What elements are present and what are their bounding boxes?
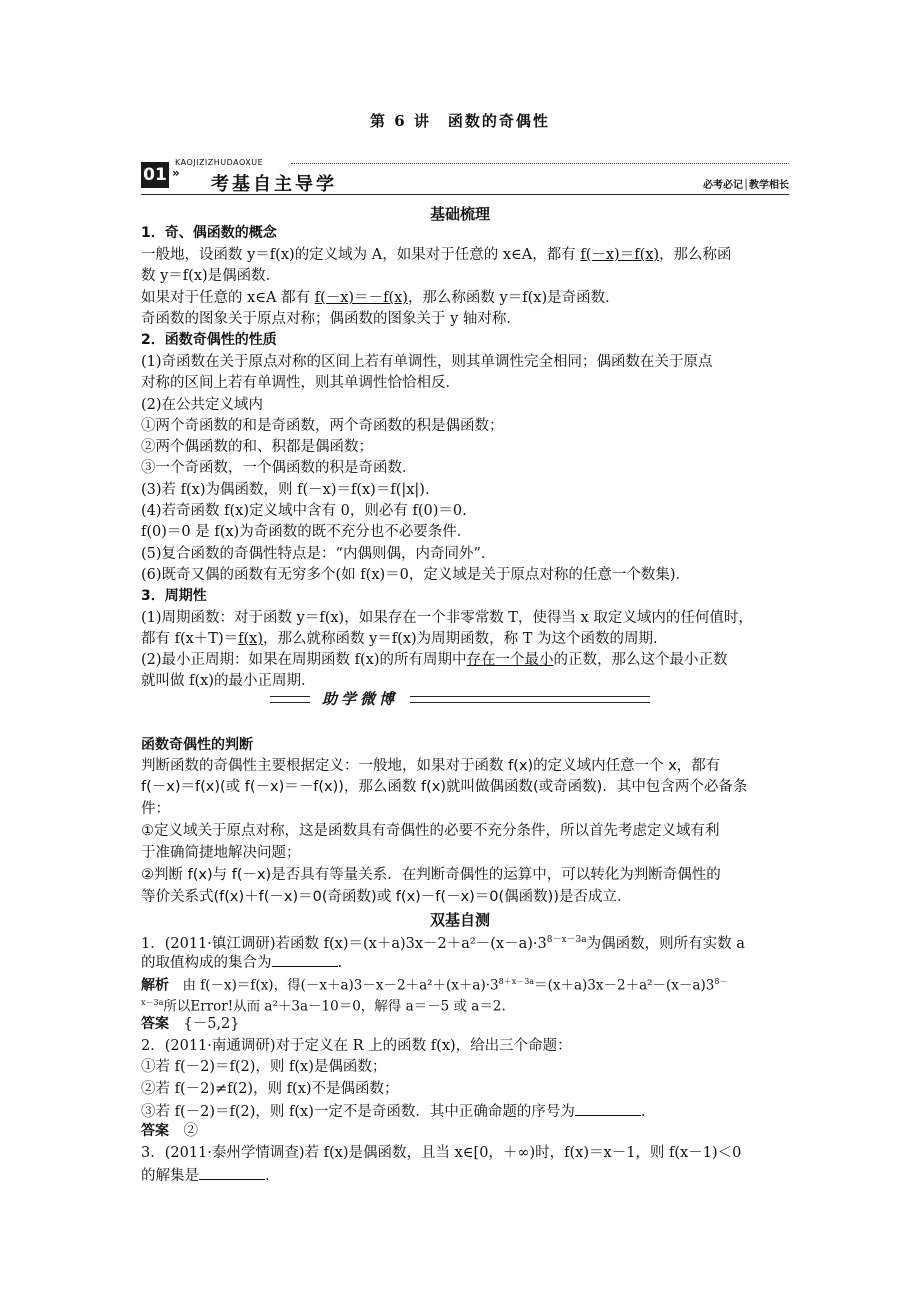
q1-text: 为偶函数，则所有实数 a — [586, 935, 745, 952]
weibo-line: 件： — [141, 801, 170, 817]
s3-text: ，那么就称函数 y＝f(x)为周期函数，称 T 为这个函数的周期． — [263, 631, 668, 647]
s2-line: f(0)＝0 是 f(x)为奇函数的既不充分也不必要条件． — [141, 524, 472, 540]
s3-text: 都有 f(x＋T)＝ — [141, 631, 239, 647]
q2-answer — [141, 1122, 791, 1140]
s1-text: ，那么称函 — [659, 247, 732, 263]
test-heading: 双基自测 — [429, 911, 490, 929]
q3-text: 的解集是 — [141, 1168, 199, 1184]
s3-line-2 — [141, 630, 791, 648]
q2-answer-value: ② — [183, 1123, 198, 1139]
q1-exponent: 8－x－3a — [546, 935, 587, 945]
s2-line: ②两个偶函数的和、积都是偶函数； — [141, 439, 373, 455]
q1-solution-text: 所以Error!从而 a²＋3a－10＝0，解得 a＝－5 或 a＝2. — [163, 998, 506, 1015]
section-number-badge: 01 — [141, 162, 169, 188]
q1-answer-value: {－5,2} — [183, 1016, 240, 1032]
q1-solution-text: ＝(x＋a)3x－2＋a²－(x－a)3 — [534, 977, 715, 994]
banner-title: 考基自主导学 — [211, 174, 337, 195]
divider-line — [270, 696, 310, 703]
weibo-heading: 函数奇偶性的判断 — [141, 737, 253, 753]
s2-line: ③一个奇函数，一个偶函数的积是奇函数． — [141, 460, 417, 476]
weibo-line: f(－x)＝f(x)(或 f(－x)＝－f(x))，那么函数 f(x)就叫做偶函数(或奇函数)．其中包含两个必备条 — [141, 779, 748, 795]
s3-line: 就叫做 f(x)的最小正周期． — [141, 673, 316, 689]
divider-label: 助学微博 — [321, 690, 398, 708]
q2-option-3: ③若 f(－2)＝f(2)，则 f(x)一定不是奇函数．其中正确命题的序号为 . — [141, 1101, 791, 1121]
page-title: 第 6 讲 函数的奇偶性 — [370, 112, 550, 130]
q3-answer-blank — [199, 1165, 265, 1180]
basics-heading: 基础梳理 — [429, 205, 490, 223]
s3-line-3 — [141, 651, 791, 669]
s2-heading: 2．函数奇偶性的性质 — [141, 332, 277, 348]
s2-line: (4)若奇函数 f(x)定义域中含有 0，则必有 f(0)＝0. — [141, 503, 467, 519]
s3-line: (1)周期函数：对于函数 y＝f(x)，如果存在一个非零常数 T，使得当 x 取定义域内的任何值时， — [141, 610, 753, 626]
s1-text: ，那么称函数 y＝f(x)是奇函数． — [407, 290, 620, 306]
s2-line: (5)复合函数的奇偶性特点是：“内偶则偶，内奇同外”． — [141, 546, 496, 562]
answer-label: 答案 — [141, 1123, 169, 1139]
s2-line: ①两个奇函数的和是奇函数，两个奇函数的积是偶函数； — [141, 418, 504, 434]
s1-text: 一般地，设函数 y＝f(x)的定义域为 A，如果对于任意的 x∈A，都有 — [141, 247, 581, 263]
divider-line — [410, 696, 650, 703]
q2-stem: 2．(2011·南通调研)对于定义在 R 上的函数 f(x)，给出三个命题： — [141, 1038, 572, 1054]
q2-option: ①若 f(－2)＝f(2)，则 f(x)是偶函数； — [141, 1059, 387, 1075]
s1-line-4: 奇函数的图象关于原点对称；偶函数的图象关于 y 轴对称． — [141, 311, 521, 327]
chevron-icon: » — [172, 166, 180, 180]
q1-text: 1．(2011·镇江调研)若函数 f(x)＝(x＋a)3x－2＋a²－(x－a)·3 — [141, 935, 547, 952]
banner-pinyin: KAOJIZIZHUDAOXUE — [175, 158, 264, 167]
weibo-line: 于准确简捷地解决问题； — [141, 845, 301, 861]
s1-answer-even: f(－x)＝f(x) — [580, 247, 660, 263]
banner-tag: 必考必记│教学相长 — [702, 180, 789, 191]
q1-answer — [141, 1015, 791, 1033]
q2-text: ③若 f(－2)＝f(2)，则 f(x)一定不是奇函数．其中正确命题的序号为 — [141, 1104, 575, 1120]
s1-line-2: 数 y＝f(x)是偶函数． — [141, 268, 281, 284]
weibo-line: ①定义域关于原点对称，这是函数具有奇偶性的必要不充分条件，所以首先考虑定义域有利 — [141, 823, 720, 839]
s3-answer: f(x) — [238, 631, 263, 647]
q2-answer-blank — [575, 1101, 641, 1116]
s3-answer: 存在一个最小 — [466, 652, 554, 668]
s1-line-3 — [141, 289, 791, 307]
q2-option: ②若 f(－2)≠f(2)，则 f(x)不是偶函数； — [141, 1081, 399, 1097]
q1-solution-2 — [141, 994, 791, 1016]
dotted-rule — [291, 163, 789, 164]
q1-stem — [141, 931, 791, 953]
s3-text: (2)最小正周期：如果在周期函数 f(x)的所有周期中 — [141, 652, 467, 668]
q1-solution-text: 由 f(－x)＝f(x)，得(－x＋a)3－x－2＋a²＋(x＋a)·3 — [182, 977, 499, 994]
q1-exponent: x－3a — [141, 998, 164, 1007]
q3-stem: 3．(2011·泰州学情调查)若 f(x)是偶函数，且当 x∈[0，＋∞)时，f(x)＝x－1，则 f(x－1)＜0 — [141, 1145, 742, 1161]
s2-line: (3)若 f(x)为偶函数，则 f(－x)＝f(x)＝f(|x|)． — [141, 482, 440, 498]
section-banner — [141, 158, 789, 196]
s1-heading: 1．奇、偶函数的概念 — [141, 225, 277, 241]
q3-stem-2: 的解集是 . — [141, 1165, 791, 1185]
s2-line: (2)在公共定义域内 — [141, 397, 264, 413]
banner-underline — [141, 194, 789, 195]
q1-exponent: 8－ — [714, 977, 728, 986]
q1-text: 的取值构成的集合为 — [141, 955, 272, 971]
answer-label: 答案 — [141, 1016, 169, 1032]
s3-text: 的正数，那么这个最小正数 — [553, 652, 728, 668]
s1-text: 如果对于任意的 x∈A 都有 — [141, 290, 315, 306]
weibo-line: 判断函数的奇偶性主要根据定义：一般地，如果对于函数 f(x)的定义域内任意一个 x，都有 — [141, 758, 721, 774]
s2-line: (6)既奇又偶的函数有无穷多个(如 f(x)＝0，定义域是关于原点对称的任意一个数集)． — [141, 567, 691, 583]
s3-heading: 3．周期性 — [141, 588, 207, 604]
s1-line-1 — [141, 246, 791, 264]
q1-solution-1 — [141, 973, 791, 995]
s1-answer-odd: f(－x)＝－f(x) — [314, 290, 408, 306]
s2-line: 对称的区间上若有单调性，则其单调性恰恰相反． — [141, 375, 460, 391]
q1-stem-2: 的取值构成的集合为 . — [141, 952, 791, 972]
weibo-line: ②判断 f(x)与 f(－x)是否具有等量关系．在判断奇偶性的运算中，可以转化为判断奇偶性的 — [141, 867, 721, 883]
solution-label: 解析 — [141, 977, 169, 994]
q1-answer-blank — [272, 952, 338, 967]
weibo-divider — [270, 690, 650, 710]
s2-line: (1)奇函数在关于原点对称的区间上若有单调性，则其单调性完全相同；偶函数在关于原点 — [141, 354, 713, 370]
weibo-line: 等价关系式(f(x)＋f(－x)＝0(奇函数)或 f(x)－f(－x)＝0(偶函数))是否成立． — [141, 889, 632, 905]
q1-exponent: 8＋x－3a — [498, 977, 535, 986]
